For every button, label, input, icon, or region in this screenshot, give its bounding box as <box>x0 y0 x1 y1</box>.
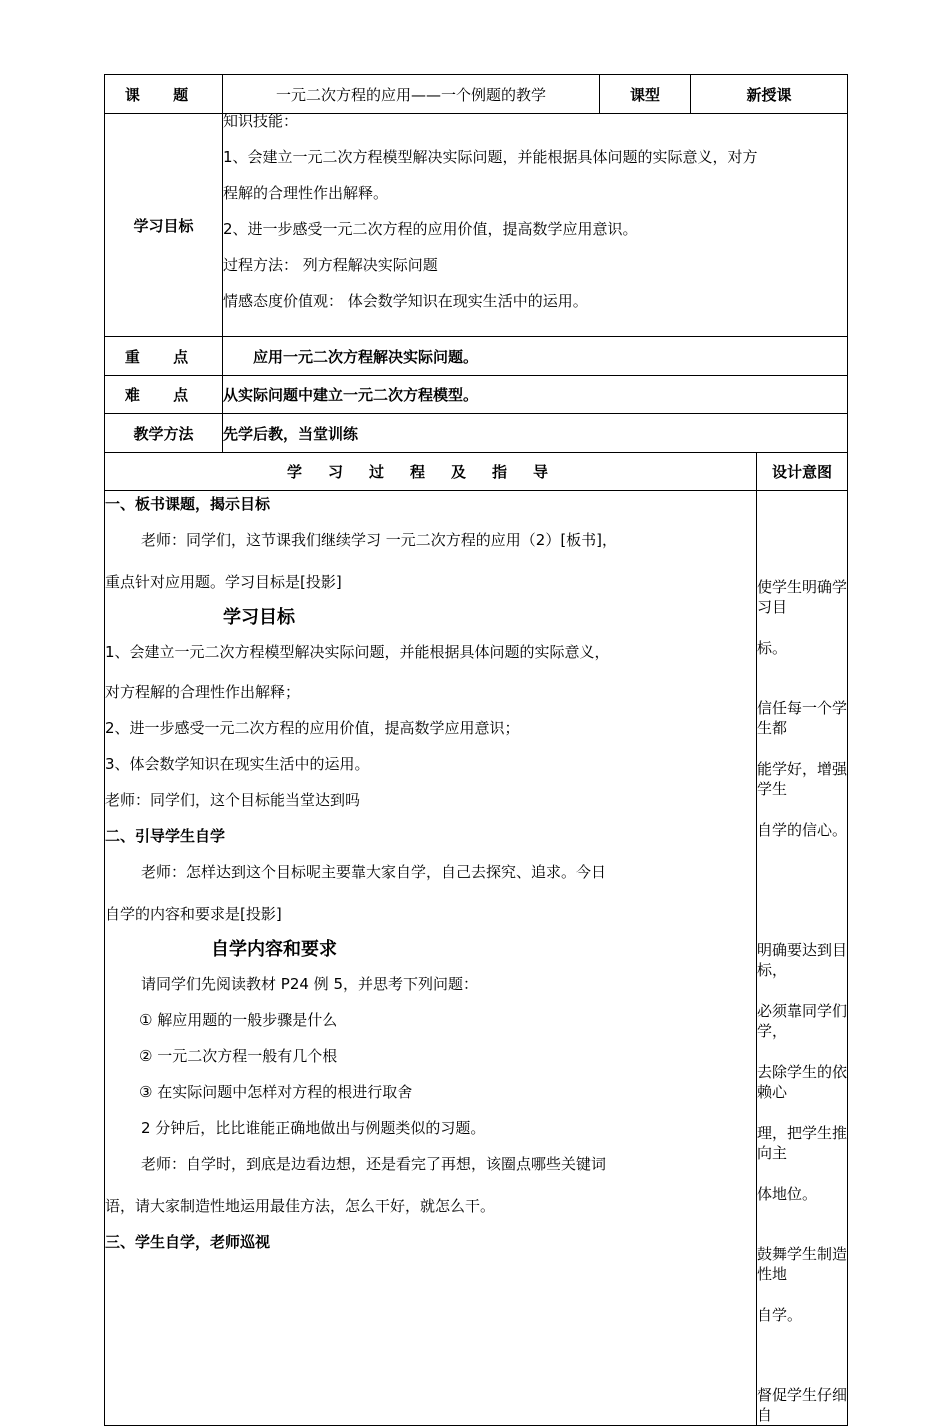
text-line: 老师：同学们，这节课我们继续学习 一元二次方程的应用（2）[板书]， <box>141 531 618 549</box>
type-label: 课型 <box>600 75 691 114</box>
intent-line: 鼓舞学生制造性地 <box>757 1245 848 1283</box>
design-intent-content <box>757 491 848 1426</box>
key-point-value: 应用一元二次方程解决实际问题。 <box>223 337 848 376</box>
question-item: ③ 在实际问题中怎样对方程的根进行取舍 <box>139 1083 413 1101</box>
intent-line: 能学好，增强学生 <box>757 760 848 798</box>
question-item: ② 一元二次方程一般有几个根 <box>139 1047 338 1065</box>
goal-line: 情感态度价值观： 体会数学知识在现实生活中的运用。 <box>223 292 588 310</box>
section-heading: 一、板书课题，揭示目标 <box>105 495 271 513</box>
question-item: ① 解应用题的一般步骤是什么 <box>139 1011 338 1029</box>
intent-line: 使学生明确学习目 <box>757 578 848 616</box>
goals-label: 学习目标 <box>105 114 223 337</box>
sub-title: 自学内容和要求 <box>211 939 337 960</box>
text-line: 2、进一步感受一元二次方程的应用价值，提高数学应用意识； <box>105 719 520 737</box>
section-heading: 二、引导学生自学 <box>105 827 226 845</box>
difficulty-value: 从实际问题中建立一元二次方程模型。 <box>223 376 848 414</box>
goal-line: 程解的合理性作出解释。 <box>223 184 389 202</box>
difficulty-label: 难 点 <box>105 376 223 414</box>
design-intent-header: 设计意图 <box>757 453 848 491</box>
goal-line: 1、会建立一元二次方程模型解决实际问题，并能根据具体问题的实际意义，对方 <box>223 148 758 166</box>
text-line: 请同学们先阅读教材 P24 例 5，并思考下列问题： <box>141 975 478 993</box>
section-heading: 三、学生自学，老师巡视 <box>105 1233 271 1251</box>
goal-line: 过程方法： 列方程解决实际问题 <box>223 256 438 274</box>
intent-line: 明确要达到目标， <box>757 941 848 979</box>
method-label: 教学方法 <box>105 414 223 453</box>
intent-line: 体地位。 <box>757 1185 818 1203</box>
intent-line: 理，把学生推向主 <box>757 1124 848 1162</box>
intent-line: 自学。 <box>757 1306 803 1324</box>
process-header: 学习过程及指导 <box>105 453 757 491</box>
goals-content <box>223 114 848 337</box>
intent-line: 信任每一个学生都 <box>757 699 848 737</box>
method-value: 先学后教，当堂训练 <box>223 414 848 453</box>
type-value: 新授课 <box>691 75 848 114</box>
text-line: 老师：怎样达到这个目标呢主要靠大家自学，自己去探究、追求。今日 <box>141 863 607 881</box>
key-point-label: 重 点 <box>105 337 223 376</box>
text-line: 1、会建立一元二次方程模型解决实际问题，并能根据具体问题的实际意义， <box>105 643 610 661</box>
lesson-plan-table <box>104 74 848 1426</box>
intent-line: 去除学生的依赖心 <box>757 1063 848 1101</box>
topic-label: 课 题 <box>105 75 223 114</box>
text-line: 重点针对应用题。学习目标是[投影] <box>105 573 342 591</box>
topic-value: 一元二次方程的应用——一个例题的教学 <box>223 75 600 114</box>
goal-line: 知识技能： <box>223 112 299 130</box>
process-content <box>105 491 757 1426</box>
text-line: 自学的内容和要求是[投影] <box>105 905 282 923</box>
intent-line: 自学的信心。 <box>757 821 848 839</box>
goal-line: 2、进一步感受一元二次方程的应用价值，提高数学应用意识。 <box>223 220 638 238</box>
intent-line: 必须靠同学们学， <box>757 1002 848 1040</box>
text-line: 2 分钟后，比比谁能正确地做出与例题类似的习题。 <box>141 1119 486 1137</box>
text-line: 老师：同学们，这个目标能当堂达到吗 <box>105 791 361 809</box>
intent-line: 标。 <box>757 639 788 657</box>
intent-line: 督促学生仔细自 <box>757 1386 848 1424</box>
text-line: 语，请大家制造性地运用最佳方法，怎么干好，就怎么干。 <box>105 1197 496 1215</box>
text-line: 3、体会数学知识在现实生活中的运用。 <box>105 755 370 773</box>
text-line: 对方程解的合理性作出解释； <box>105 683 301 701</box>
sub-title: 学习目标 <box>223 607 295 628</box>
text-line: 老师：自学时，到底是边看边想，还是看完了再想，该圈点哪些关键词 <box>141 1155 607 1173</box>
